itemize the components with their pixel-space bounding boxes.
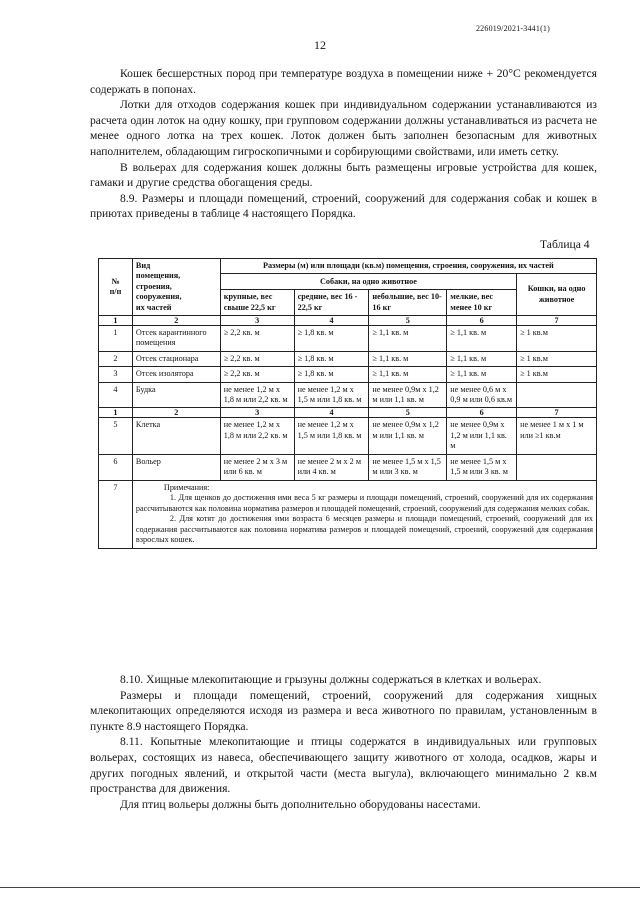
- row-premises: Вольер: [132, 454, 220, 480]
- row-premises: Отсек карантинного помещения: [132, 326, 220, 352]
- cell: не менее 1,5 м х 1,5 м или 3 кв. м: [369, 454, 447, 480]
- cell: ≥ 1,8 кв. м: [294, 351, 369, 366]
- column-number: 7: [517, 408, 597, 418]
- cell: ≥ 1,8 кв. м: [294, 326, 369, 352]
- text-block-top: [90, 66, 597, 222]
- column-number: 2: [132, 316, 220, 326]
- table-caption: Таблица 4: [540, 238, 590, 251]
- cell: ≥ 1 кв.м: [517, 351, 597, 366]
- column-numbers-row: [99, 408, 597, 418]
- column-numbers-row: [99, 316, 597, 326]
- document-number: 226019/2021-3441(1): [475, 24, 550, 33]
- notes-row: [99, 480, 597, 549]
- row-premises: Отсек стационара: [132, 351, 220, 366]
- cell: не менее 2 м х 2 м или 4 кв. м: [294, 454, 369, 480]
- cell: ≥ 1,1 кв. м: [369, 351, 447, 366]
- row-premises: Клетка: [132, 418, 220, 454]
- table-row: [99, 418, 597, 454]
- row-premises: Будка: [132, 382, 220, 408]
- cell: не менее 0,9м х 1,2 м или 1,1 кв. м: [447, 418, 517, 454]
- cell: не менее 0,6 м х 0,9 м или 0,6 кв.м: [447, 382, 517, 408]
- row-number: 6: [99, 454, 133, 480]
- column-number: 3: [220, 316, 294, 326]
- paragraph: Кошек бесшерстных пород при температуре воздуха в помещении ниже + 20°С рекомендуется содержать в попонах.: [90, 67, 597, 96]
- cell: [517, 382, 597, 408]
- table-row: [99, 326, 597, 352]
- cell: ≥ 1,1 кв. м: [369, 367, 447, 382]
- paragraph: Для птиц вольеры должны быть дополнительно оборудованы насестами.: [120, 797, 481, 811]
- column-number: 4: [294, 316, 369, 326]
- notes-title: Примечания:: [163, 482, 210, 492]
- column-number: 3: [220, 408, 294, 418]
- column-number: 5: [369, 408, 447, 418]
- cell: не менее 1,5 м х 1,5 м или 3 кв. м: [447, 454, 517, 480]
- table-row: [99, 454, 597, 480]
- cell: не менее 0,9м х 1,2 м или 1,1 кв. м: [369, 382, 447, 408]
- row-number: 5: [99, 418, 133, 454]
- header-dogs-small: небольшие, вес 10-16 кг: [369, 290, 447, 316]
- header-dogs: Собаки, на одно животное: [220, 274, 516, 290]
- page-number: 12: [314, 38, 326, 52]
- column-number: 2: [132, 408, 220, 418]
- cell: ≥ 1,1 кв. м: [369, 326, 447, 352]
- scan-edge-line: [0, 887, 640, 888]
- paragraph: 8.10. Хищные млекопитающие и грызуны должны содержаться в клетках и вольерах.: [120, 673, 542, 686]
- header-premises-type: Вид помещения, строения, сооружения, их частей: [132, 259, 220, 316]
- text-block-bottom: [90, 672, 597, 812]
- column-number: 1: [99, 408, 133, 418]
- row-number: 2: [99, 351, 133, 366]
- column-number: 6: [447, 316, 517, 326]
- notes-cell: [132, 480, 596, 549]
- cell: ≥ 2,2 кв. м: [220, 326, 294, 352]
- sizes-table: [98, 258, 597, 549]
- column-number: 4: [294, 408, 369, 418]
- header-dogs-large: крупные, вес свыше 22,5 кг: [220, 290, 294, 316]
- header-dogs-tiny: мелкие, вес менее 10 кг: [447, 290, 517, 316]
- row-number: 7: [99, 480, 133, 549]
- cell: не менее 2 м х 3 м или 6 кв. м: [220, 454, 294, 480]
- table-row: [99, 351, 597, 366]
- cell: ≥ 2,2 кв. м: [220, 351, 294, 366]
- cell: ≥ 1,1 кв. м: [447, 367, 517, 382]
- row-number: 4: [99, 382, 133, 408]
- cell: не менее 0,9м х 1,2 м или 1,1 кв. м: [369, 418, 447, 454]
- header-number: № п/п: [99, 259, 133, 316]
- column-number: 1: [99, 316, 133, 326]
- table-row: [99, 382, 597, 408]
- paragraph: 8.9. Размеры и площади помещений, строений, сооружений для содержания собак и кошек в приютах приведены в таблице 4 настоящего Порядка.: [90, 191, 597, 221]
- paragraph: В вольерах для содержания кошек должны быть размещены игровые устройства для кошек, гамаки и другие средства обогащения среды.: [90, 160, 597, 190]
- paragraph: Лотки для отходов содержания кошек при индивидуальном содержании устанавливаются из расчета один лоток на одну кошку, при групповом содержании должны устанавливаться из расчета не менее одного лотка на трех кошек. Лоток должен быть заполнен безопасным для животных наполнителем, обладающим гигроскопичными и сорбирующими свойствами, или иметь сетку.: [90, 98, 597, 158]
- cell: ≥ 2,2 кв. м: [220, 367, 294, 382]
- cell: не менее 1,2 м х 1,8 м или 2,2 кв. м: [220, 418, 294, 454]
- note-item: 2. Для котят до достижения ими возраста 6 месяцев размеры и площади помещений, строений, сооружений для их содержания рассчитываются как половина норматива размеров и площадей помещений, строений, сооружений для содержания взрослых кошек.: [135, 514, 593, 545]
- cell: ≥ 1,8 кв. м: [294, 367, 369, 382]
- column-number: 6: [447, 408, 517, 418]
- cell: не менее 1,2 м х 1,5 м или 1,8 кв. м: [294, 382, 369, 408]
- row-number: 1: [99, 326, 133, 352]
- column-number: 7: [517, 316, 597, 326]
- table-row: [99, 367, 597, 382]
- header-cats: Кошки, на одно животное: [517, 274, 597, 316]
- row-number: 3: [99, 367, 133, 382]
- header-sizes: Размеры (м) или площади (кв.м) помещения, строения, сооружения, их частей: [220, 259, 596, 274]
- header-dogs-medium: средние, вес 16 - 22,5 кг: [294, 290, 369, 316]
- cell: ≥ 1,1 кв. м: [447, 326, 517, 352]
- cell: ≥ 1 кв.м: [517, 326, 597, 352]
- paragraph: Размеры и площади помещений, строений, сооружений для содержания хищных млекопитающих определяются исходя из размера и веса животного по правилам, установленным в пункте 8.9 настоящего Порядка.: [90, 688, 597, 733]
- column-number: 5: [369, 316, 447, 326]
- cell: [517, 454, 597, 480]
- cell: не менее 1,2 м х 1,8 м или 2,2 кв. м: [220, 382, 294, 408]
- note-item: 1. Для щенков до достижения ими веса 5 кг размеры и площади помещений, строений, сооружений для их содержания рассчитываются как половина норматива размеров и площадей помещений, строений, сооружений для содержания мелких собак.: [135, 493, 593, 513]
- cell: не менее 1,2 м х 1,5 м или 1,8 кв. м: [294, 418, 369, 454]
- cell: ≥ 1,1 кв. м: [447, 351, 517, 366]
- cell: ≥ 1 кв.м: [517, 367, 597, 382]
- cell: не менее 1 м х 1 м или ≥1 кв.м: [517, 418, 597, 454]
- paragraph: 8.11. Копытные млекопитающие и птицы содержатся в индивидуальных или групповых вольерах, состоящих из навеса, обеспечивающего защиту животного от холода, осадков, жары и других погодных явлений, и открытой части (места выгула), включающего минимально 2 кв.м пространства для движения.: [90, 735, 597, 796]
- row-premises: Отсек изолятора: [132, 367, 220, 382]
